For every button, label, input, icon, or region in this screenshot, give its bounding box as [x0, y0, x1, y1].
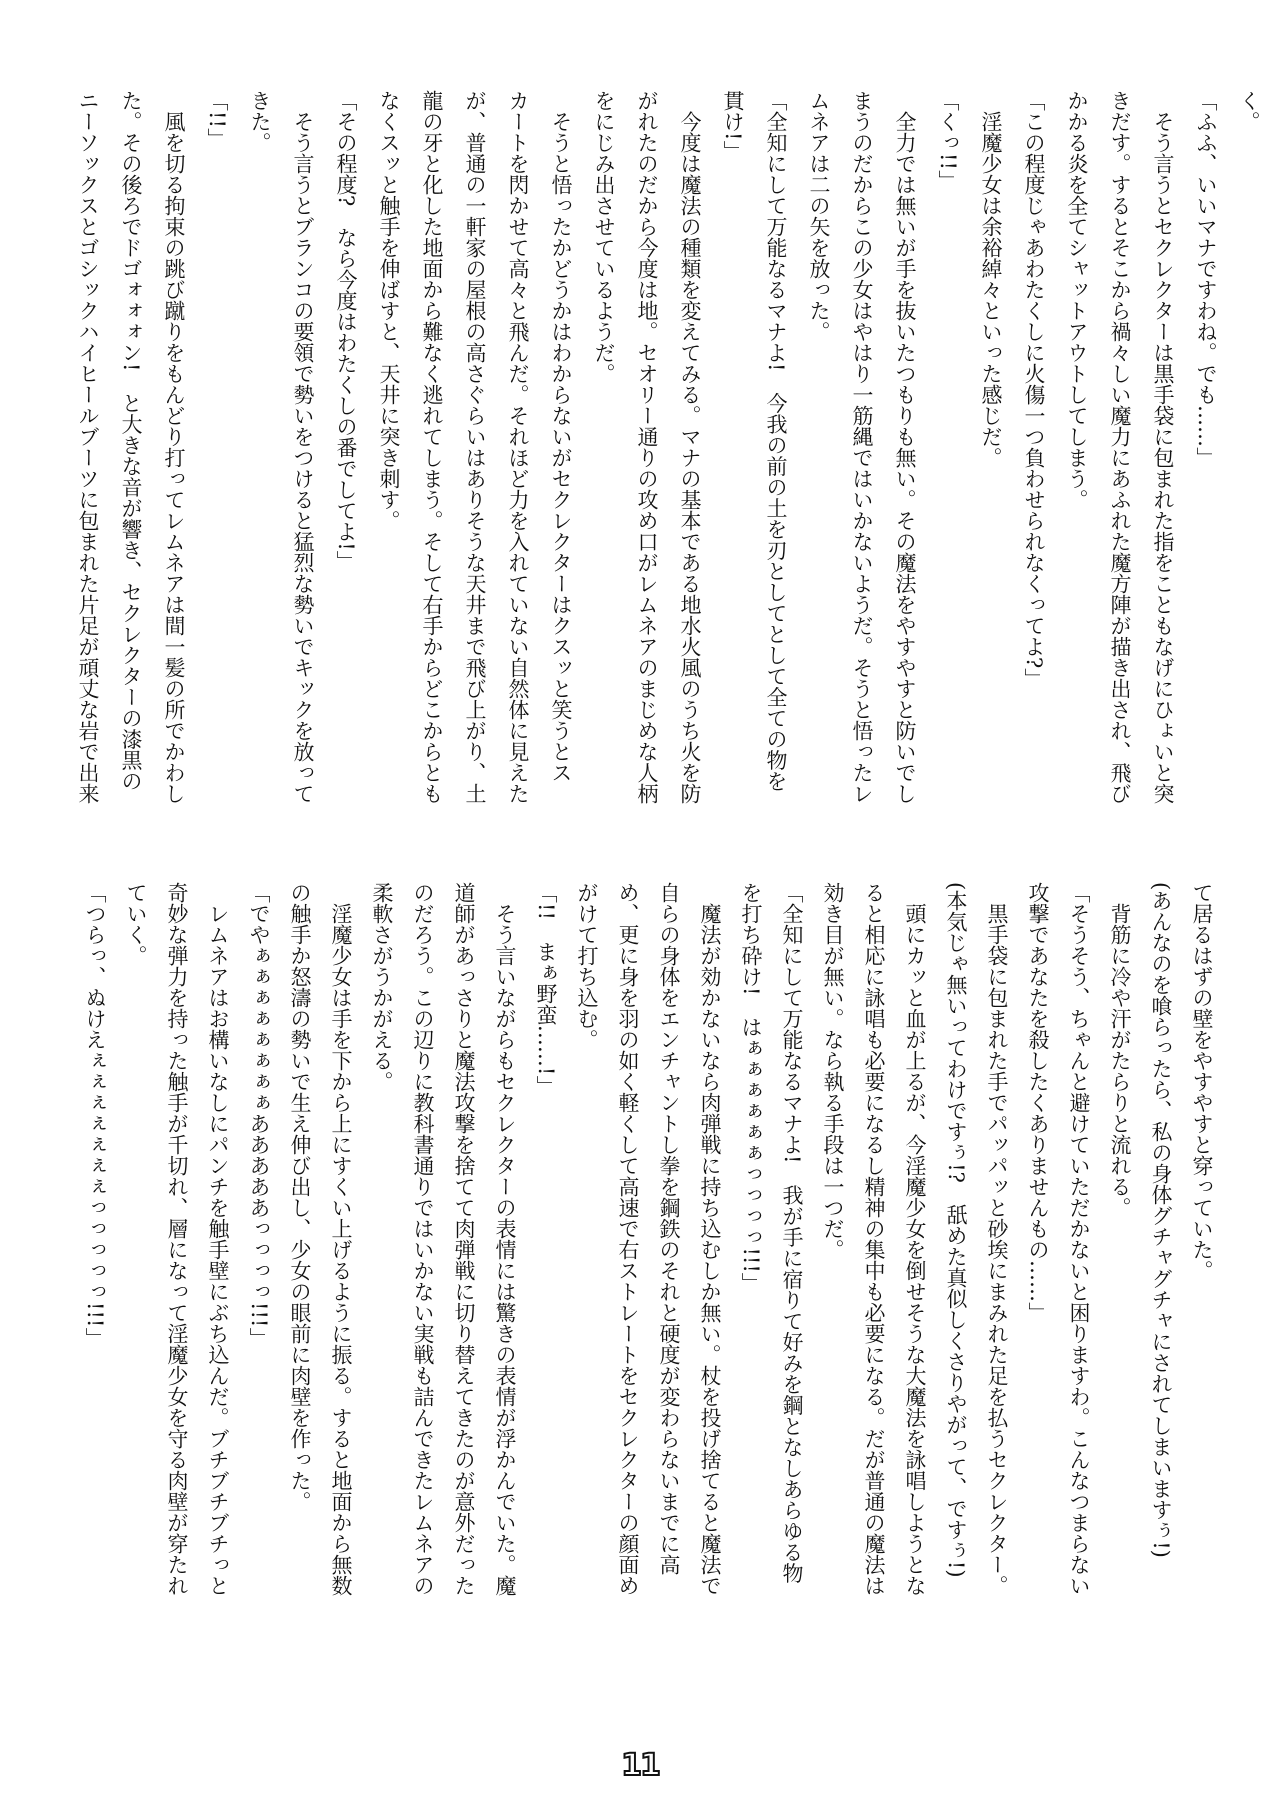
text-column: きた。	[248, 90, 272, 153]
text-column: 「この程度じゃあわたくしに火傷一つ負わせられなくってよ?」	[1022, 90, 1046, 690]
text-column: 効き目が無い。なら執る手段は一つだ。	[821, 882, 845, 1260]
text-column: (あんなのを喰らったら、私の身体グチャグチャにされてしまいますぅ!)	[1149, 882, 1173, 1558]
text-column: 龍の牙と化した地面から難なく逃れてしまう。そして右手からどこからとも	[420, 90, 444, 804]
text-column: の触手か怒濤の勢いで生え伸び出し、少女の眼前に肉壁を作った。	[288, 882, 312, 1512]
text-column: ムネアは二の矢を放った。	[807, 90, 831, 342]
text-column: 頭にカッと血が上るが、今淫魔少女を倒せそうな大魔法を詠唱しようとな	[903, 882, 927, 1596]
text-column: (本気じゃ無いってわけですぅ!? 舐めた真似しくさりやがって、ですぅ!)	[944, 882, 968, 1578]
text-column: 「でやぁぁぁぁぁぁぁぁあああああっっっっ!!!」	[247, 882, 271, 1349]
page-number: 11	[621, 1748, 659, 1783]
text-column: きだす。するとそこから禍々しい魔力にあふれた魔方陣が描き出され、飛び	[1108, 90, 1132, 804]
text-column: 自らの身体をエンチャントし拳を鋼鉄のそれと硬度が変わらないまでに高	[657, 882, 681, 1575]
text-column: 「そうそう、ちゃんと避けていただかないと困りますわ。こんなつまらない	[1067, 882, 1091, 1596]
text-block-bottom	[74, 882, 1222, 1602]
text-column: 奇妙な弾力を持った触手が千切れ、層になって淫魔少女を守る肉壁が穿たれ	[165, 882, 189, 1596]
text-column: 今度は魔法の種類を変えてみる。マナの基本である地水火風のうち火を防	[678, 90, 702, 804]
text-column: 柔軟さがうかがえる。	[370, 882, 394, 1092]
text-column: をにじみ出させているようだ。	[592, 90, 616, 384]
text-column: た。その後ろでドゴォォォン! と大きな音が響き、セクレクターの漆黒の	[119, 90, 143, 792]
text-column: のだろう。この辺りに教科書通りではいかない実戦も詰んできたレムネアの	[411, 882, 435, 1596]
text-column: カートを閃かせて高々と飛んだ。それほど力を入れていない自然体に見えた	[506, 90, 530, 804]
text-column: がれたのだから今度は地。セオリー通りの攻め口がレムネアのまじめな人柄	[635, 90, 659, 804]
text-column: がけて打ち込む。	[575, 882, 599, 1050]
text-column: そう言うとセクレクターは黒手袋に包まれた指をこともなげにひょいと突	[1151, 90, 1175, 804]
text-column: が、普通の一軒家の屋根の高さぐらいはありそうな天井まで飛び上がり、土	[463, 90, 487, 804]
text-column: そう言いながらもセクレクターの表情には驚きの表情が浮かんでいた。魔	[493, 882, 517, 1596]
text-column: め、更に身を羽の如く軽くして高速で右ストレートをセクレクターの顔面め	[616, 882, 640, 1596]
text-column: 背筋に冷や汗がたらりと流れる。	[1108, 882, 1132, 1218]
text-column: なくスッと触手を伸ばすと、天井に突き刺す。	[377, 90, 401, 531]
text-column: 「その程度? なら今度はわたくしの番でしてよ!」	[334, 90, 358, 572]
text-column: 淫魔少女は手を下から上にすくい上げるように振る。すると地面から無数	[329, 882, 353, 1596]
text-column: そう言うとブランコの要領で勢いをつけると猛烈な勢いでキックを放って	[291, 90, 315, 804]
text-column: 淫魔少女は余裕綽々といった感じだ。	[979, 90, 1003, 468]
text-column: 全力では無いが手を抜いたつもりも無い。その魔法をやすやすと防いでし	[893, 90, 917, 804]
text-column: て居るはずの壁をやすやすと穿っていた。	[1190, 882, 1214, 1281]
text-column: ていく。	[124, 882, 148, 966]
text-column: 「つらっ、ぬけえぇぇぇぇぇぇぇっっっっっ!!!」	[83, 882, 107, 1349]
text-column: ニーソックスとゴシックハイヒールブーツに包まれた片足が頑丈な岩で出来	[76, 90, 100, 804]
text-column: 攻撃であなたを殺したくありませんもの……」	[1026, 882, 1050, 1323]
text-column: 「ふふ、いいマナですわね。でも……」	[1194, 90, 1218, 468]
text-column: 「!!」	[205, 90, 229, 149]
text-column: ると相応に詠唱も必要になるし精神の集中も必要になる。だが普通の魔法は	[862, 882, 886, 1596]
text-column: まうのだからこの少女はやはり一筋縄ではいかないようだ。そうと悟ったレ	[850, 90, 874, 804]
text-column: く。	[1237, 90, 1261, 132]
text-column: レムネアはお構いなしにパンチを触手壁にぶち込んだ。ブチブチブチっと	[206, 882, 230, 1596]
text-block-top	[66, 90, 1270, 810]
text-column: 「全知にして万能なるマナよ! 我が手に宿りて好みを鋼となしあらゆる物	[780, 882, 804, 1584]
text-column: 「!! まぁ野蛮……!」	[534, 882, 558, 1097]
text-column: 「くっ!!」	[936, 90, 960, 191]
text-column: 「全知にして万能なるマナよ! 今我の前の土を刃としてとして全ての物を	[764, 90, 788, 792]
text-column: 道師があっさりと魔法攻撃を捨てて肉弾戦に切り替えてきたのが意外だった	[452, 882, 476, 1596]
text-column: 貫け!」	[721, 90, 745, 162]
text-column: 風を切る拘束の跳び蹴りをもんどり打ってレムネアは間一髪の所でかわし	[162, 90, 186, 804]
text-column: かかる炎を全てシャットアウトしてしまう。	[1065, 90, 1089, 510]
text-column: 魔法が効かないなら肉弾戦に持ち込むしか無い。杖を投げ捨てると魔法で	[698, 882, 722, 1596]
text-column: 黒手袋に包まれた手でパッパッと砂埃にまみれた足を払うセクレクター。	[985, 882, 1009, 1596]
text-column: を打ち砕け! はぁぁぁぁぁぁっっっっ!!!」	[739, 882, 763, 1294]
text-column: そうと悟ったかどうかはわからないがセクレクターはクスッと笑うとス	[549, 90, 573, 783]
